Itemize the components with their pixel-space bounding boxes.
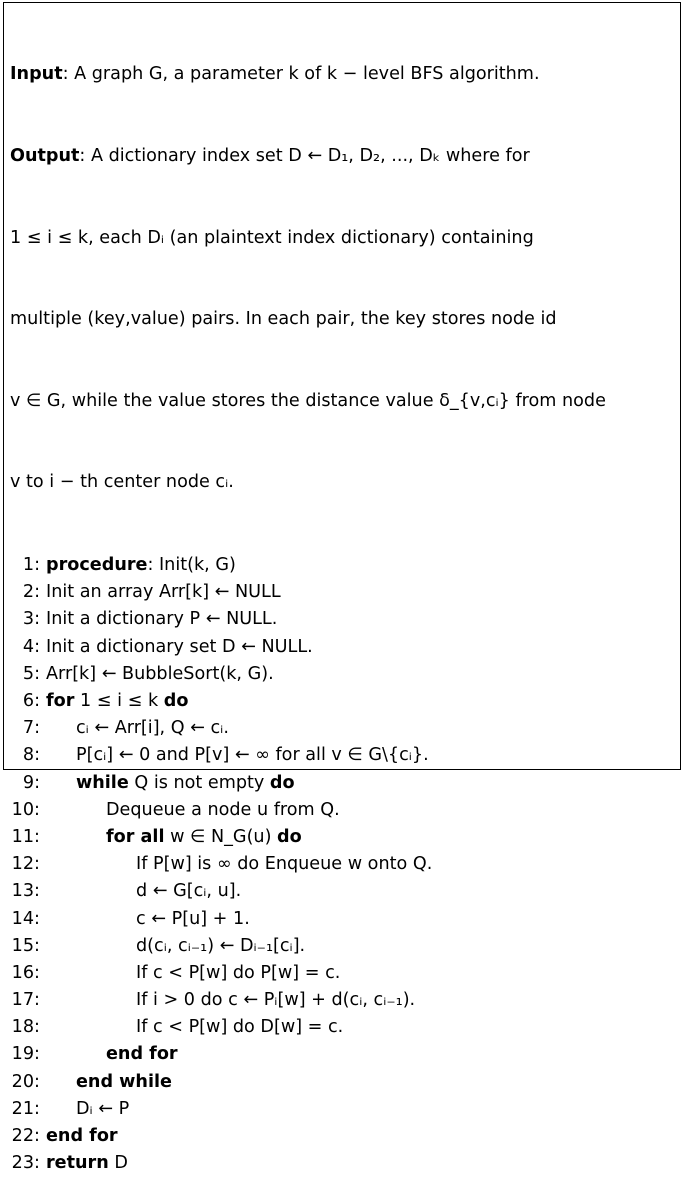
algorithm-step (10, 688, 674, 715)
algorithm-step (10, 1150, 674, 1177)
algorithm-step (10, 742, 674, 769)
step-keyword: while (76, 772, 129, 793)
algorithm-step (10, 579, 674, 606)
algorithm-step (10, 878, 674, 905)
step-body (70, 715, 229, 742)
step-body (70, 742, 429, 769)
step-text: If c < P[w] do P[w] = c. (136, 962, 341, 983)
step-body (70, 1096, 129, 1123)
input-text: : A graph G, a parameter k of k − level BFS algorithm. (62, 64, 540, 85)
step-body (40, 1150, 128, 1177)
step-number: 17: (11, 990, 40, 1011)
step-number: 15: (11, 935, 40, 956)
algorithm-step (10, 1041, 674, 1068)
step-body (100, 824, 302, 851)
input-line (10, 61, 674, 88)
step-keyword: end for (46, 1126, 118, 1146)
step-number: 10: (11, 799, 40, 820)
step-keyword: return (46, 1153, 109, 1174)
algorithm-step (10, 797, 674, 824)
step-text: If c < P[w] do D[w] = c. (136, 1017, 344, 1038)
step-text: cᵢ ← Arr[i], Q ← cᵢ. (76, 718, 229, 739)
step-number: 9: (22, 772, 40, 793)
step-text: Init a dictionary set D ← NULL. (46, 636, 313, 657)
step-body (40, 579, 281, 606)
algorithm-steps (10, 552, 674, 1177)
algorithm-step (10, 1123, 674, 1150)
algorithm-step (10, 960, 674, 987)
step-number: 6: (22, 691, 40, 711)
step-number: 3: (22, 609, 40, 630)
step-body (100, 797, 340, 824)
output-line-3: multiple (key,value) pairs. In each pair, the key stores node id (10, 309, 557, 330)
step-number: 18: (11, 1017, 40, 1038)
step-text: Init a dictionary P ← NULL. (46, 609, 278, 630)
step-body (70, 770, 295, 797)
algorithm-step (10, 1069, 674, 1096)
step-keyword-end: do (277, 826, 302, 847)
step-number: 5: (22, 663, 40, 684)
step-body (130, 933, 305, 960)
step-body (40, 634, 313, 661)
step-keyword-end: do (163, 691, 189, 711)
step-number: 22: (11, 1126, 40, 1146)
step-text: : Init(k, G) (147, 555, 236, 576)
input-label: Input (10, 64, 63, 85)
step-text: D (108, 1153, 128, 1174)
step-body (70, 1069, 172, 1096)
step-number: 2: (22, 582, 40, 603)
algorithm-step (10, 987, 674, 1014)
algorithm-step (10, 770, 674, 797)
step-body (130, 851, 432, 878)
step-keyword: for (46, 691, 75, 711)
step-keyword: end while (76, 1071, 172, 1092)
algorithm-step (10, 715, 674, 742)
output-line-5: v to i − th center node cᵢ. (10, 472, 234, 493)
step-number: 14: (11, 908, 40, 929)
step-body (40, 661, 274, 688)
output-line-4: v ∈ G, while the value stores the distance value δ_{v,cᵢ} from node (10, 390, 606, 411)
step-text: Dequeue a node u from Q. (106, 799, 340, 820)
step-body (130, 906, 250, 933)
step-text: If i > 0 do c ← Pᵢ[w] + d(cᵢ, cᵢ₋₁). (136, 990, 416, 1011)
step-number: 4: (22, 636, 40, 657)
algorithm-step (10, 1096, 674, 1123)
step-text: d(cᵢ, cᵢ₋₁) ← Dᵢ₋₁[cᵢ]. (136, 935, 306, 956)
step-number: 12: (11, 854, 40, 875)
step-body (130, 960, 340, 987)
step-body (40, 606, 277, 633)
step-number: 20: (11, 1071, 40, 1092)
algorithm-step (10, 1014, 674, 1041)
step-text: Dᵢ ← P (76, 1098, 130, 1119)
algorithm-step (10, 661, 674, 688)
step-text: Q is not empty (128, 772, 270, 793)
step-body (130, 878, 241, 905)
algorithm-step (10, 606, 674, 633)
step-text: If P[w] is ∞ do Enqueue w onto Q. (136, 854, 433, 875)
step-number: 8: (22, 745, 40, 766)
step-text: d ← G[cᵢ, u]. (136, 881, 242, 902)
step-text: Init an array Arr[k] ← NULL (46, 582, 281, 603)
step-number: 1: (22, 555, 40, 576)
step-text: 1 ≤ i ≤ k (74, 691, 164, 711)
step-keyword: for all (106, 826, 165, 847)
algorithm-header (10, 7, 674, 551)
output-line-1 (10, 143, 674, 170)
step-text: w ∈ N_G(u) (164, 826, 278, 847)
step-number: 11: (11, 826, 40, 847)
step-text: P[cᵢ] ← 0 and P[v] ← ∞ for all v ∈ G\{cᵢ}. (76, 745, 429, 766)
output-label: Output (10, 146, 80, 167)
step-number: 13: (11, 881, 40, 902)
algorithm-box (3, 2, 681, 1174)
algorithm-step (10, 824, 674, 851)
step-body (40, 552, 236, 579)
step-text: Arr[k] ← BubbleSort(k, G). (46, 663, 274, 684)
algorithm-step (10, 634, 674, 661)
step-number: 23: (11, 1153, 40, 1174)
step-keyword-end: do (269, 772, 295, 793)
step-number: 19: (11, 1044, 40, 1065)
output-line-2: 1 ≤ i ≤ k, each Dᵢ (an plaintext index dictionary) containing (10, 227, 534, 248)
step-body (40, 1123, 118, 1150)
step-body (40, 688, 188, 715)
algorithm-step (10, 933, 674, 960)
step-keyword: procedure (46, 555, 148, 576)
step-body (130, 987, 415, 1014)
step-number: 7: (22, 718, 40, 739)
step-text: c ← P[u] + 1. (136, 908, 250, 929)
step-body (100, 1041, 178, 1068)
output-text-1: : A dictionary index set D ← D₁, D₂, ..., Dₖ where for (79, 146, 530, 167)
step-number: 16: (11, 962, 40, 983)
step-number: 21: (11, 1098, 40, 1119)
step-keyword: end for (106, 1044, 178, 1065)
algorithm-step (10, 552, 674, 579)
algorithm-step (10, 906, 674, 933)
step-body (130, 1014, 343, 1041)
algorithm-step (10, 851, 674, 878)
